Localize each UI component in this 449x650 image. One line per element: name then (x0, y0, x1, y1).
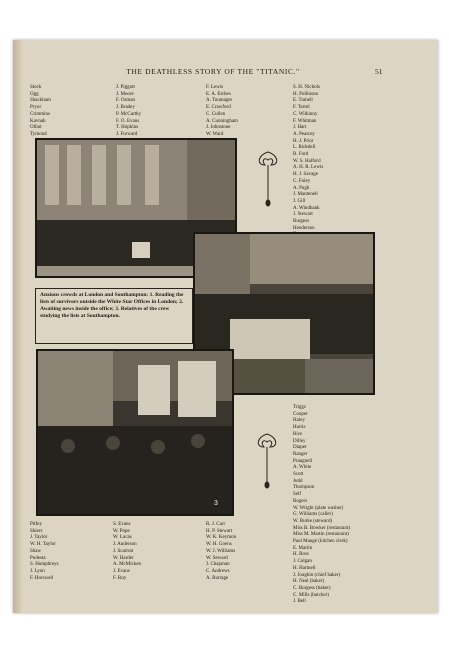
name-entry: Cooper (293, 411, 308, 417)
name-entry: Burgess (293, 219, 310, 225)
name-entry: Pitfey (30, 522, 42, 527)
page-header: THE DEATHLESS STORY OF THE "TITANIC." (126, 67, 300, 76)
name-entry: F. Roy (113, 575, 127, 581)
name-entry: W. Pope (113, 528, 130, 534)
name-entry: S. H. Nichols (293, 85, 320, 90)
name-entry: E. Tumell (293, 98, 313, 104)
name-entry: A. Cunningham (206, 118, 238, 124)
name-entry: W. Wright (plate washer) (293, 505, 344, 511)
name-entry: W. H. Taylor (30, 542, 56, 548)
name-entry: Thompson (293, 485, 315, 491)
name-entry: F. Whitman (293, 118, 317, 124)
art-nouveau-ornament-bottom (252, 432, 282, 492)
name-entry: J. Chapman (206, 562, 230, 568)
name-entry: J. Hart (293, 125, 307, 131)
name-entry: A. White (293, 465, 312, 471)
name-entry: C. Andrews (206, 568, 230, 574)
name-entry: Pryor (30, 105, 42, 111)
name-entry: R. Ford (293, 152, 309, 158)
names-column-3 (206, 85, 238, 139)
name-entry: A. Pearcey (293, 131, 315, 137)
name-entry: W. Burke (steward) (293, 518, 333, 524)
name-entry: W. Lucas (113, 535, 132, 541)
name-entry: J. Joughin (chief baker) (293, 572, 341, 578)
name-entry: J. Bell (293, 599, 306, 605)
name-entry: J. Gill (293, 198, 306, 204)
name-entry: Prangnell (293, 458, 313, 464)
name-entry: T. Hopkins (116, 125, 139, 131)
photo-crowd-southampton (36, 349, 234, 516)
name-entry: W. Seward (206, 555, 228, 561)
names-column-right-lower (293, 405, 350, 606)
name-entry: Self (293, 492, 302, 498)
name-entry: H. Pollinson (293, 91, 319, 97)
name-entry: Stock (30, 85, 42, 90)
name-entry: J. Scarrott (113, 548, 134, 554)
name-entry: Rice (293, 431, 303, 437)
name-entry: W. Ward (206, 131, 224, 137)
name-entry: J. Piggott (116, 85, 135, 90)
name-entry: Shaw (30, 548, 42, 554)
name-entry: J. Johnstone (206, 125, 231, 131)
name-entry: H. Ross (293, 552, 309, 558)
name-entry: P. McCarthy (116, 111, 141, 117)
name-entry: J. Moore (116, 91, 134, 97)
name-entry: Shiers (30, 528, 43, 534)
name-entry: W. Harder (113, 555, 134, 561)
name-entry: F. Lewis (206, 85, 224, 90)
name-entry: J. Bradey (116, 105, 135, 111)
name-entry: J. Forward (116, 131, 138, 137)
name-entry: A. H. R. Lewis (293, 165, 324, 171)
name-entry: Triggs (293, 405, 306, 410)
names-column-2 (116, 85, 141, 139)
name-entry: C. Cullen (206, 111, 226, 117)
page-number: 51 (375, 67, 383, 76)
name-entry: F. O. Evans (116, 118, 140, 124)
name-entry: Podesta (30, 555, 46, 561)
name-entry: W. S. Halford (293, 158, 321, 164)
name-entry: A. McMicken (113, 562, 142, 568)
names-column-bottom-1 (30, 522, 59, 582)
photo-caption: Anxious crowds at London and Southampton: 1. Reading the lists of survivors outside the White Star Offices in London; 2. Awaiting news inside the office; 3. Relatives of the crew studying the lists at Southampton. (35, 288, 193, 344)
crowd-photo-3 (38, 351, 232, 514)
name-entry: Harris (293, 425, 306, 431)
name-entry: W. J. Williams (206, 548, 236, 554)
name-entry: G. Williams (caller) (293, 512, 333, 518)
name-entry: A. Windbank (293, 205, 320, 211)
name-entry: W. K. Keymon (206, 535, 237, 541)
name-entry: E. A. Etches (206, 91, 231, 97)
name-entry: R. J. Carr (206, 522, 226, 527)
name-entry: Dilley (293, 438, 306, 444)
name-entry: H. P. Stewart (206, 528, 233, 534)
name-entry: S. Evans (113, 522, 131, 527)
name-entry: Ranger (293, 451, 308, 457)
name-entry: Shackham (30, 98, 51, 104)
name-entry: J. Evans (113, 568, 130, 574)
names-column-1 (30, 85, 51, 139)
name-entry: Tymond (30, 131, 47, 137)
name-entry: H. J. Savage (293, 172, 318, 178)
name-entry: A. Toumager (206, 98, 233, 104)
name-entry: F. Horswell (30, 575, 54, 581)
art-nouveau-ornament-top (253, 150, 283, 210)
name-entry: Haley (293, 418, 305, 424)
name-entry: A. Pugh (293, 185, 310, 191)
name-entry: Ogg (30, 91, 39, 97)
name-entry: Miss M. Martin (restaurant) (293, 532, 349, 538)
photo-number-3: 3 (214, 500, 218, 507)
name-entry: C. Wilkinny (293, 111, 318, 117)
name-entry: J. Mantenell (293, 192, 318, 198)
name-entry: F. Osman (116, 98, 136, 104)
name-entry: Kavnah (30, 118, 46, 124)
page-spine-shadow (13, 40, 23, 613)
name-entry: Scott (293, 472, 304, 478)
name-entry: J. Anderson (113, 542, 137, 548)
name-entry: Olliot (30, 125, 42, 131)
name-entry: Judd (293, 478, 303, 484)
name-entry: J. Lyon (30, 568, 45, 574)
name-entry: Paul Maugé (kitchen clerk) (293, 539, 348, 545)
name-entry: C. Mills (butcher) (293, 592, 329, 598)
name-entry: J. Stewart (293, 212, 313, 218)
book-page (13, 40, 438, 613)
name-entry: Miss B. Bowker (restaurant) (293, 525, 350, 531)
name-entry: H. J. Prior (293, 138, 314, 144)
name-entry: W. H. Goens (206, 542, 232, 548)
name-entry: Crimmins (30, 111, 51, 117)
name-entry: S. Humphreys (30, 562, 59, 568)
name-entry: J. Taylor (30, 535, 48, 541)
name-entry: H. Neal (baker) (293, 579, 325, 585)
names-column-bottom-3 (206, 522, 236, 582)
name-entry: L. Ridsdell (293, 145, 316, 151)
name-entry: A. Burrage (206, 575, 229, 581)
name-entry: H. Hartnell (293, 565, 316, 571)
name-entry: Rogers (293, 498, 308, 504)
name-entry: E. Martin (293, 545, 313, 551)
name-entry: Diaper (293, 445, 307, 451)
name-entry: E. Crawford (206, 105, 231, 111)
name-entry: F. Terrel (293, 105, 310, 111)
names-column-bottom-2 (113, 522, 141, 582)
name-entry: J. Colgan (293, 559, 312, 565)
name-entry: Henderson (293, 225, 315, 231)
name-entry: C. Burgess (baker) (293, 585, 331, 591)
name-entry: C. Foley (293, 178, 311, 184)
